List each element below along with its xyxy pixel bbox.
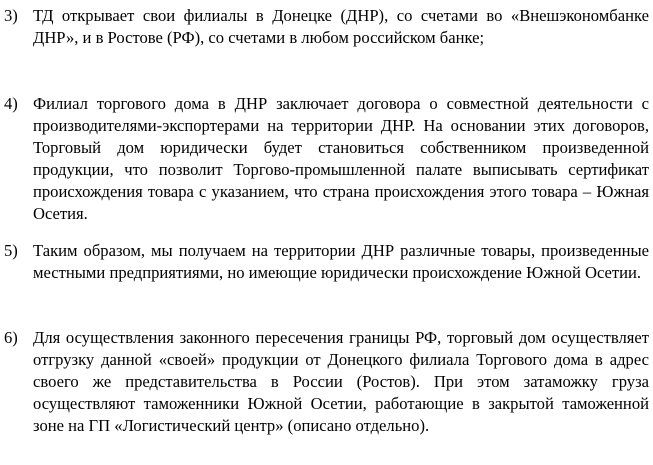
list-item [4, 93, 649, 225]
list-item-text: ТД открывает свои филиалы в Донецке (ДНР), со счетами во «Внешэкономбанке ДНР», и в Ростове (РФ), со счетами в любом российском банке; [33, 6, 649, 47]
list-item-text: Филиал торгового дома в ДНР заключает договора о совместной деятельности с производителями-экспортерами на территории ДНР. На основании этих договоров, Торговый дом юридически будет становиться собственником произведенной продукции, что позволит Торгово-промышленной палате выписывать сертификат происхождения товара с указанием, что страна происхождения этого товара – Южная Осетия. [33, 94, 649, 223]
list-item-number: 6) [4, 328, 18, 347]
list-item [4, 327, 649, 437]
list-item-number: 3) [4, 6, 18, 25]
list-item-text: Для осуществления законного пересечения границы РФ, торговый дом осуществляет отгрузку данной «своей» продукции от Донецкого филиала Торгового дома в адрес своего же представительства в России (Ростов). При этом затаможку груза осуществляют таможенники Южной Осетии, работающие в закрытой таможенной зоне на ГП «Логистический центр» (описано отдельно). [33, 328, 649, 435]
list-item-number: 5) [4, 241, 18, 260]
list-item [4, 5, 649, 49]
list-item-text: Таким образом, мы получаем на территории ДНР различные товары, произведенные местными предприятиями, но имеющие юридически происхождение Южной Осетии. [33, 241, 649, 282]
list-item [4, 240, 649, 284]
list-item-number: 4) [4, 94, 18, 113]
